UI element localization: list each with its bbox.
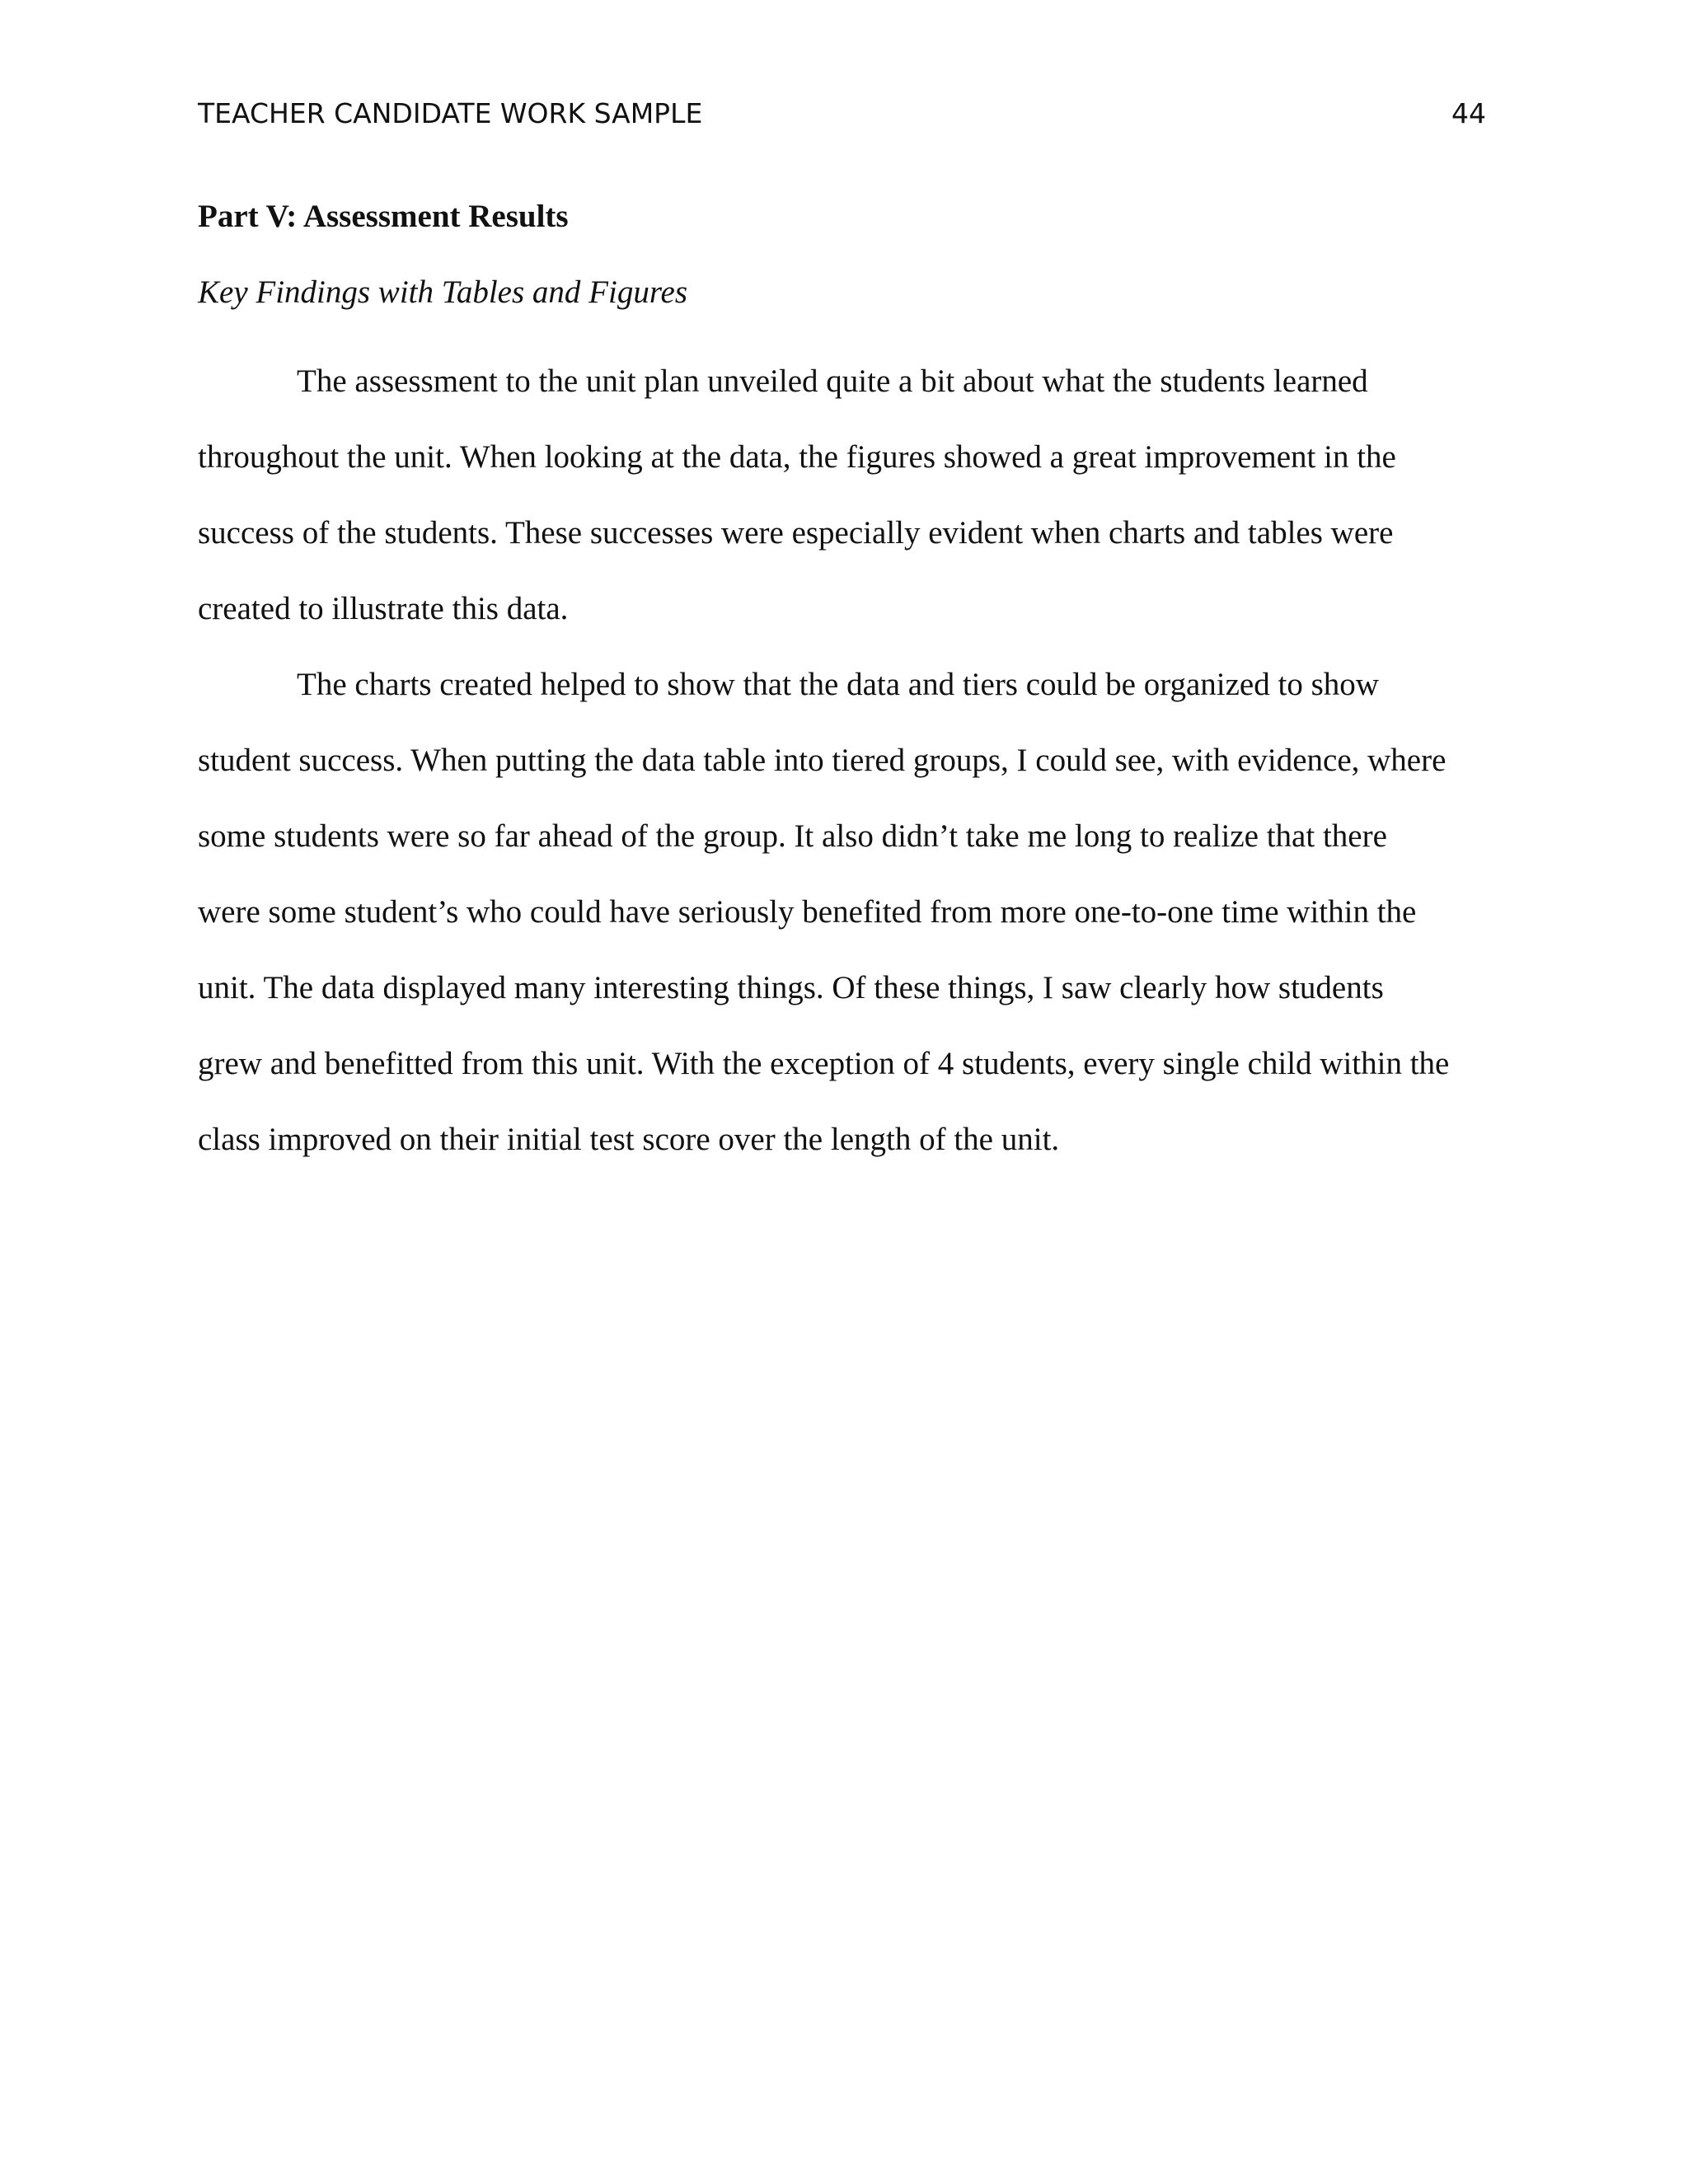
paragraph-line: grew and benefitted from this unit. With the exception of 4 students, every single child within the [198,1046,1450,1081]
paragraph-line: class improved on their initial test score over the length of the unit. [198,1122,1060,1157]
paragraph-line: unit. The data displayed many interesting things. Of these things, I saw clearly how students [198,970,1384,1005]
paragraph-2 [198,647,1496,1178]
page-number: 44 [1451,97,1486,129]
paragraph-line: some students were so far ahead of the group. It also didn’t take me long to realize that there [198,818,1387,854]
paragraph-line: created to illustrate this data. [198,591,569,626]
paragraph-line: The assessment to the unit plan unveiled quite a bit about what the students learned [297,363,1368,399]
paragraph-line: The charts created helped to show that the data and tiers could be organized to show [297,667,1379,702]
document-body [198,192,1496,1178]
section-subheading: Key Findings with Tables and Figures [198,274,688,310]
paragraph-line: success of the students. These successes were especially evident when charts and tables were [198,515,1394,551]
paragraph-line: student success. When putting the data table into tiered groups, I could see, with evidence, where [198,743,1447,778]
section-heading: Part V: Assessment Results [198,199,569,234]
paragraph-1 [198,344,1496,647]
paragraph-line: throughout the unit. When looking at the data, the figures showed a great improvement in the [198,439,1396,475]
running-head: TEACHER CANDIDATE WORK SAMPLE [198,97,703,129]
paragraph-line: were some student’s who could have seriously benefited from more one-to-one time within the [198,894,1417,930]
